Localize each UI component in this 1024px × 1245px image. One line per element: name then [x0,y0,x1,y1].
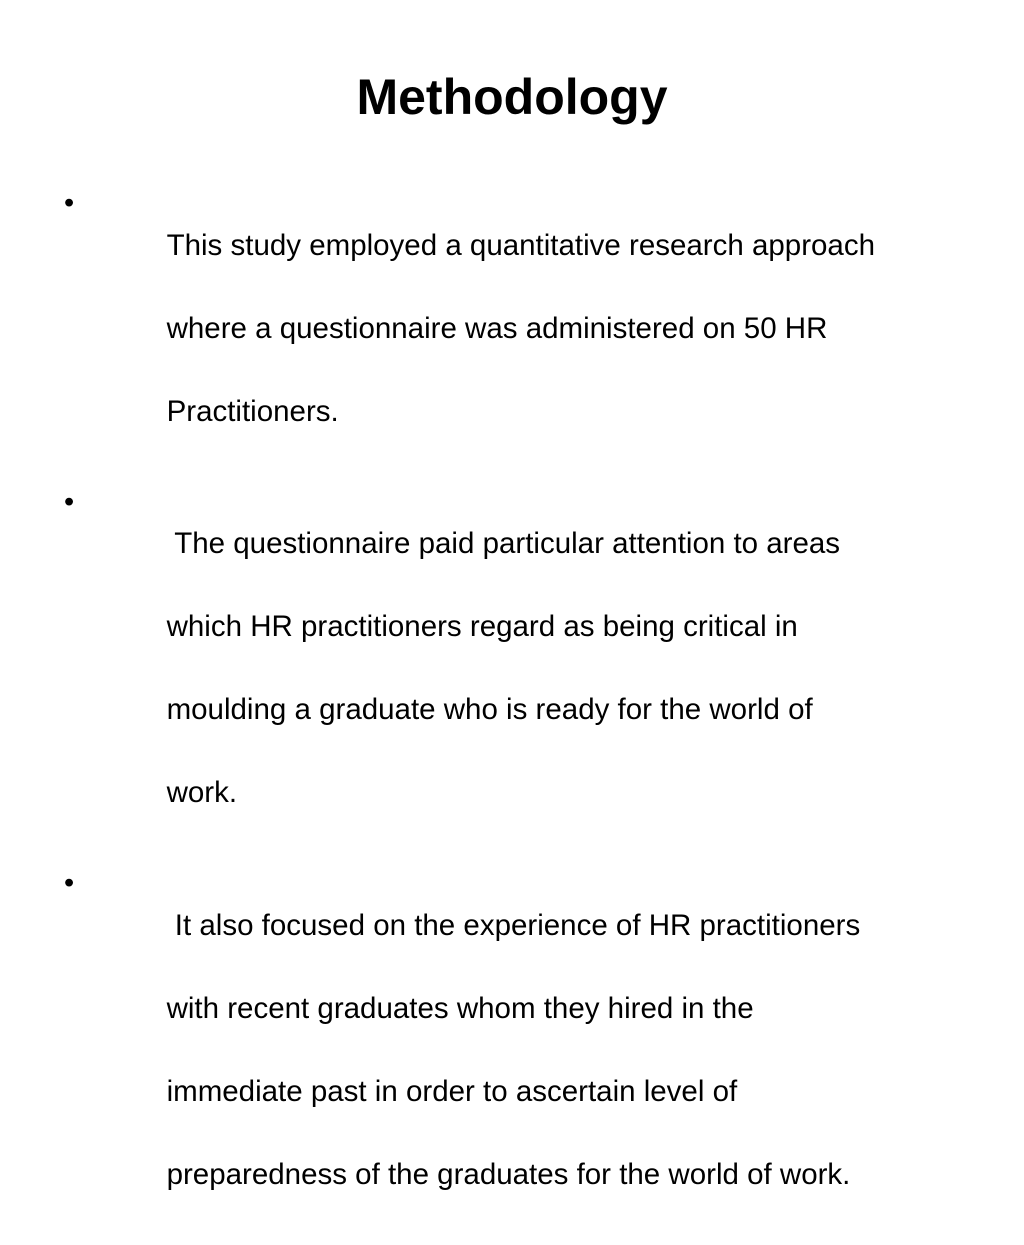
bullet-1-line-3: Practitioners. [166,394,339,428]
bullet-1-line-1: This study employed a quantitative research approach [166,228,875,262]
bullet-icon: • [64,867,75,899]
bullet-2-line-1: The questionnaire paid particular attention to areas [166,527,841,560]
bullet-3-line-1: It also focused on the experience of HR practitioners [166,908,861,942]
bullet-text-1 [101,183,956,474]
bullet-1-line-2: where a questionnaire was administered on 50 HR [166,311,828,345]
bullet-3-line-2: with recent graduates whom they hired in the [166,991,754,1025]
bullet-icon: • [64,187,75,219]
bullet-2-line-2: which HR practitioners regard as being critical in [166,610,798,643]
bullet-item-1 [56,183,956,474]
slide-title: Methodology [356,69,668,125]
bullet-text-3 [101,863,956,1237]
bullet-item-2 [56,482,956,856]
bullet-list [56,183,956,1245]
bullet-2-line-3: moulding a graduate who is ready for the world of [166,693,813,726]
bullet-item-3 [56,863,956,1237]
bullet-2-line-4: work. [166,776,238,809]
bullet-3-line-3: immediate past in order to ascertain level of [166,1074,738,1108]
bullet-text-2 [101,482,956,856]
bullet-icon: • [64,485,75,518]
bullet-3-line-4: preparedness of the graduates for the world of work. [166,1157,851,1191]
